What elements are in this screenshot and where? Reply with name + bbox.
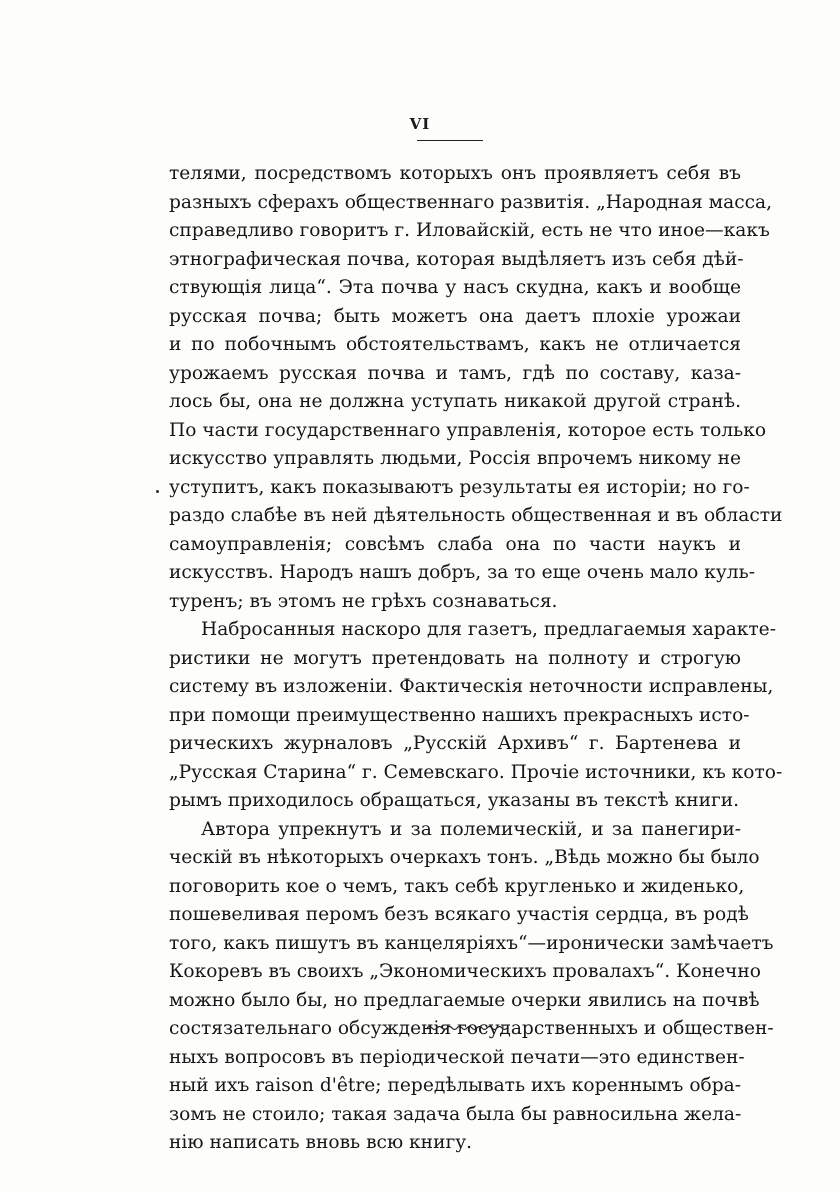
text-line: зомъ не стоило; такая задача была бы равносильна жела- bbox=[169, 1103, 742, 1125]
text-line: можно было бы, но предлагаемые очерки явились на почвѣ bbox=[169, 989, 760, 1011]
text-line: ствующія лица“. Эта почва у насъ скудна, какъ и вообще bbox=[169, 277, 741, 298]
text-line: ный ихъ raison d'être; передѣлывать ихъ кореннымъ обра- bbox=[169, 1075, 741, 1096]
text-line: Набросанныя наскоро для газетъ, предлагаемыя характе- bbox=[201, 619, 776, 640]
text-line: Автора упрекнутъ и за полемическій, и за панегири- bbox=[201, 818, 741, 840]
text-line: раздо слабѣе въ ней дѣятельность общественная и въ области bbox=[169, 505, 783, 526]
text-line: разныхъ сферахъ общественнаго развитія. „Народная масса, bbox=[169, 191, 773, 213]
text-line: Кокоревъ въ своихъ „Экономическихъ провалахъ“. Конечно bbox=[169, 961, 761, 982]
text-line: ныхъ вопросовъ въ періодической печати—это единствен- bbox=[169, 1046, 745, 1068]
text-line: искусство управлять людьми, Россія впрочемъ никому не bbox=[169, 448, 741, 469]
paragraph-2 bbox=[169, 616, 783, 816]
text-line: того, какъ пишутъ въ канцеляріяхъ“—иронически замѣчаетъ bbox=[169, 932, 774, 954]
body-text bbox=[169, 160, 783, 1158]
text-line: телями, посредствомъ которыхъ онъ проявляетъ себя въ bbox=[169, 163, 741, 184]
text-line: По части государственнаго управленія, которое есть только bbox=[169, 419, 767, 441]
wavy-rule-ornament bbox=[426, 1024, 508, 1032]
text-line: ческій въ нѣкоторыхъ очеркахъ тонъ. „Вѣдь можно бы было bbox=[169, 847, 760, 868]
text-line: состязательнаго обсужденія государственныхъ и обществен- bbox=[169, 1018, 774, 1039]
page-number: VI bbox=[409, 115, 431, 133]
text-line: справедливо говоритъ г. Иловайскій, есть не что иное—какъ bbox=[169, 220, 770, 241]
text-line: систему въ изложеніи. Фактическія неточности исправлены, bbox=[169, 676, 774, 697]
paragraph-3 bbox=[169, 816, 774, 1158]
text-line: туренъ; въ этомъ не грѣхъ сознаваться. bbox=[169, 590, 558, 612]
paragraph-1 bbox=[169, 160, 783, 616]
closing-ornament bbox=[426, 1024, 508, 1032]
text-line: искусствъ. Народъ нашъ добръ, за то еще очень мало куль- bbox=[169, 562, 755, 583]
text-line: „Русская Старина“ г. Семевскаго. Прочіе источники, къ кото- bbox=[169, 761, 783, 783]
text-line: пошевеливая перомъ безъ всякаго участія сердца, въ родѣ bbox=[169, 904, 749, 925]
header-rule bbox=[417, 140, 483, 141]
text-line: и по побочнымъ обстоятельствамъ, какъ не отличается bbox=[169, 334, 741, 355]
margin-speck bbox=[156, 490, 159, 493]
text-line: самоуправленія; совсѣмъ слаба она по части наукъ и bbox=[169, 533, 741, 555]
text-line: лось бы, она не должна уступать никакой другой странѣ. bbox=[169, 391, 741, 412]
text-line: рымъ приходилось обращаться, указаны въ текстѣ книги. bbox=[169, 790, 740, 811]
text-line: поговорить кое о чемъ, такъ себѣ кругленько и жиденько, bbox=[169, 875, 745, 897]
text-line: урожаемъ русская почва и тамъ, гдѣ по составу, каза- bbox=[169, 362, 741, 384]
text-line: русская почва; быть можетъ она даетъ плохіе урожаи bbox=[169, 305, 741, 327]
text-line: ристики не могутъ претендовать на полноту и строгую bbox=[169, 647, 741, 669]
text-line: при помощи преимущественно нашихъ прекрасныхъ исто- bbox=[169, 704, 750, 726]
text-line: рическихъ журналовъ „Русскій Архивъ“ г. Бартенева и bbox=[169, 733, 741, 754]
text-line: уступитъ, какъ показываютъ результаты ея исторіи; но го- bbox=[169, 476, 750, 498]
text-line: нію написать вновь всю книгу. bbox=[169, 1132, 473, 1153]
text-line: этнографическая почва, которая выдѣляетъ изъ себя дѣй- bbox=[169, 248, 744, 270]
